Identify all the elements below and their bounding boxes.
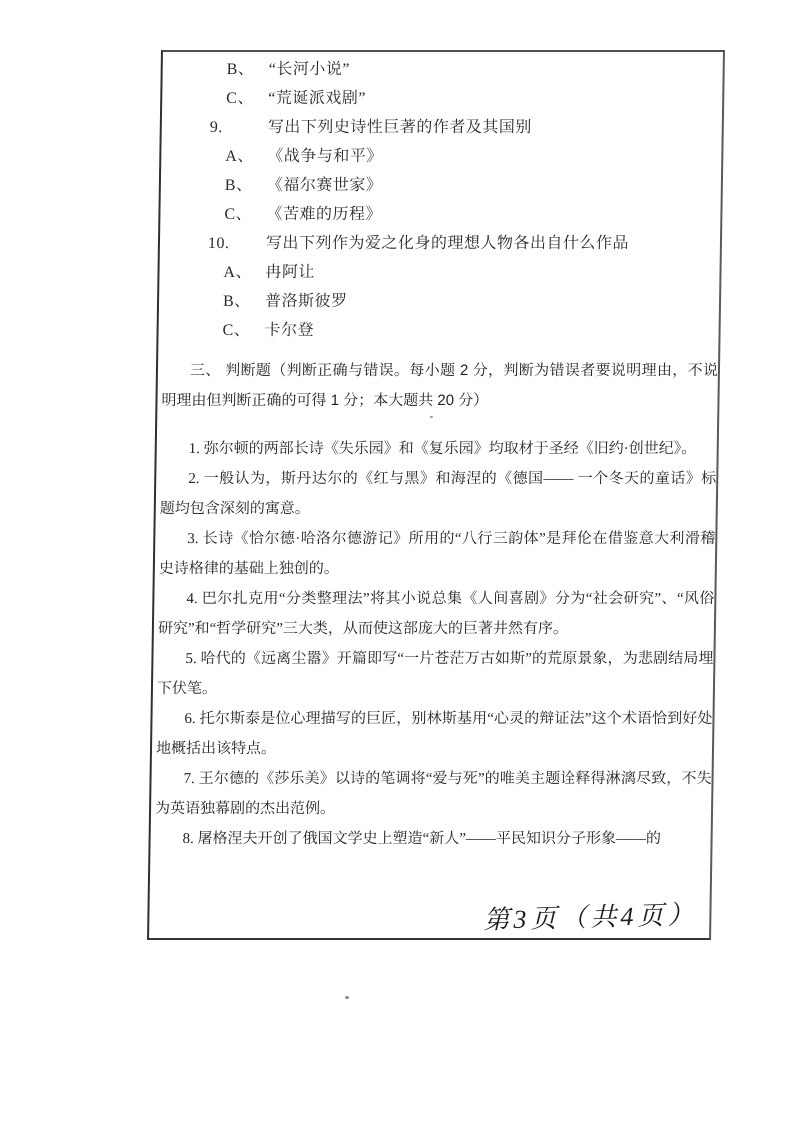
judgment-item-4: 4. 巴尔扎克用“分类整理法”将其小说总集《人间喜剧》分为“社会研究”、“风俗研究”和“哲学研究”三大类，从而使这部庞大的巨著井然有序。 bbox=[157, 591, 715, 637]
option-text: “长河小说” bbox=[268, 61, 351, 78]
question-text: 写出下列作为爱之化身的理想人物各出自什么作品 bbox=[265, 235, 630, 252]
option-row bbox=[165, 171, 717, 200]
question-number: 10. bbox=[207, 235, 230, 252]
option-label: C、 bbox=[224, 206, 253, 223]
option-label: A、 bbox=[225, 148, 255, 165]
question-number: 9. bbox=[209, 119, 223, 136]
judgment-item-2: 2. 一般认为，斯丹达尔的《红与黑》和海涅的《德国—— 一个冬天的童话》标题均包含深刻的寓意。 bbox=[159, 471, 717, 517]
option-text: 《战争与和平》 bbox=[267, 148, 383, 165]
page-border-box bbox=[147, 50, 725, 940]
option-label: B、 bbox=[222, 293, 251, 310]
judgment-item-8: 8. 屠格涅夫开创了俄国文学史上塑造“新人”——平民知识分子形象——的 bbox=[182, 831, 662, 847]
option-row bbox=[166, 55, 718, 84]
option-label: C、 bbox=[222, 322, 251, 339]
judgment-items-block bbox=[154, 434, 717, 854]
scan-speck bbox=[345, 996, 349, 999]
short-answer-block bbox=[162, 55, 719, 345]
question-row-10 bbox=[164, 229, 716, 258]
option-text: 冉阿让 bbox=[265, 264, 316, 281]
option-row bbox=[166, 84, 718, 113]
option-label: C、 bbox=[226, 90, 255, 107]
option-label: A、 bbox=[223, 264, 253, 281]
judgment-item-6: 6. 托尔斯泰是位心理描写的巨匠，别林斯基用“心灵的辩证法”这个术语恰到好处地概括出该特点。 bbox=[155, 711, 713, 757]
option-text: 《苦难的历程》 bbox=[266, 206, 383, 223]
option-text: 卡尔登 bbox=[264, 322, 315, 339]
option-label: B、 bbox=[226, 61, 255, 78]
option-row bbox=[162, 316, 714, 345]
judgment-item-5: 5. 哈代的《远离尘嚣》开篇即写“一片苍茫万古如斯”的荒原景象，为悲剧结局埋下伏笔。 bbox=[156, 651, 714, 697]
option-row bbox=[164, 200, 716, 229]
section-three-heading: 三、 判断题（判断正确与错误。每小题 2 分，判断为错误者要说明理由，不说明理由但判断正确的可得 1 分；本大题共 20 分） bbox=[161, 362, 719, 409]
judgment-item-1: 1. 弥尔顿的两部长诗《失乐园》和《复乐园》均取材于圣经《旧约·创世纪》。 bbox=[188, 441, 697, 457]
option-text: 《福尔赛世家》 bbox=[266, 177, 383, 194]
option-text: “荒诞派戏剧” bbox=[268, 90, 367, 107]
handwritten-page-number: 第3页（共4页） bbox=[483, 900, 698, 935]
scan-speck bbox=[430, 416, 433, 418]
option-text: 普洛斯彼罗 bbox=[264, 293, 348, 310]
question-row-9 bbox=[166, 113, 718, 142]
judgment-item-3: 3. 长诗《恰尔德·哈洛尔德游记》所用的“八行三韵体”是拜伦在借鉴意大利滑稽史诗格律的基础上独创的。 bbox=[158, 531, 716, 577]
option-row bbox=[163, 258, 715, 287]
question-text: 写出下列史诗性巨著的作者及其国别 bbox=[267, 119, 532, 136]
judgment-item-7: 7. 王尔德的《莎乐美》以诗的笔调将“爱与死”的唯美主题诠释得淋漓尽致，不失为英语独幕剧的杰出范例。 bbox=[154, 771, 712, 817]
option-label: B、 bbox=[224, 177, 253, 194]
option-row bbox=[165, 142, 717, 171]
option-row bbox=[163, 287, 715, 316]
